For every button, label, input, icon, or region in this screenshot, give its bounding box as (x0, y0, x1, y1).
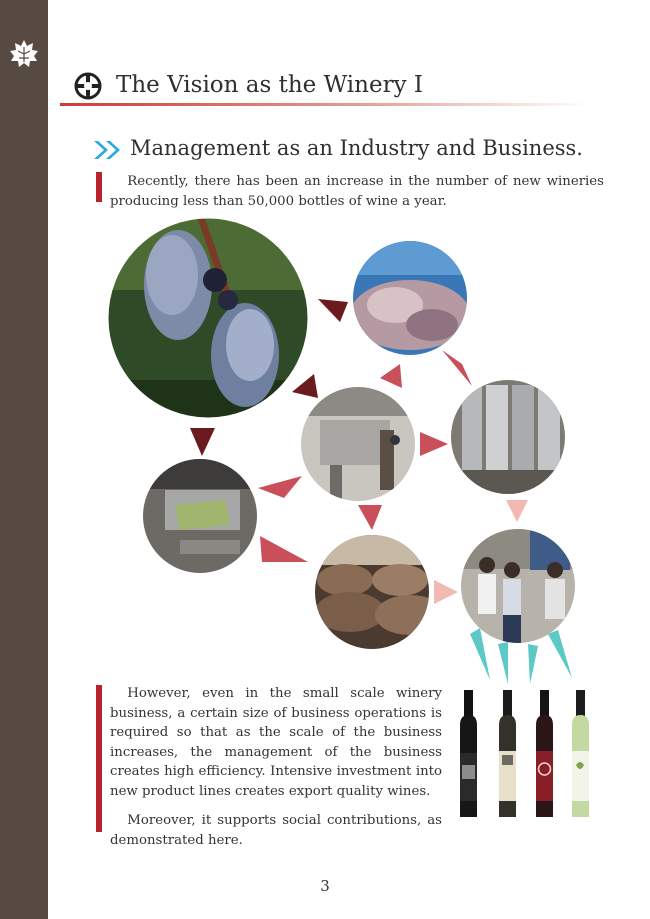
red-emblem-wine-bottle (536, 690, 553, 817)
teal-arrow-3 (528, 644, 538, 684)
page-number: 3 (320, 877, 330, 895)
intro-text: Recently, there has been an increase in the number of new wineries producing less than 50,000 bottles of wine a year. (110, 174, 604, 209)
arrow-press-to-barrels (260, 536, 308, 562)
arrow-grapes-to-harvest (318, 299, 348, 322)
arrow-grapes-to-press (190, 428, 215, 456)
section-title-text: The Vision as the Winery I (116, 72, 423, 98)
body-text-block (110, 684, 442, 850)
arrow-tanks-to-tour (506, 500, 528, 522)
body-paragraph-2: Moreover, it supports social contributions, as demonstrated here. (110, 813, 442, 848)
arrow-crusher-to-barrels (358, 505, 382, 530)
teal-arrow-1 (470, 628, 490, 680)
body-accent-bar (96, 685, 102, 832)
steel-tanks-photo (450, 380, 570, 500)
press-machine-photo (143, 459, 263, 579)
arrow-crusher-to-tanks (420, 432, 448, 456)
harvested-grapes-photo (350, 240, 470, 360)
black-label-wine-bottle (460, 690, 477, 817)
white-wine-bottle (572, 690, 589, 817)
arrow-crusher-to-press (258, 476, 302, 498)
crushing-machine-photo (300, 386, 420, 506)
arrow-harvest-to-crusher (380, 364, 402, 388)
teal-arrow-2 (498, 642, 508, 684)
grape-cluster-photo (100, 210, 320, 440)
arrow-crusher-to-grapes (292, 374, 318, 398)
arrow-harvest-to-tanks (442, 350, 472, 386)
barrel-cellar-photo (315, 535, 445, 655)
body-paragraph-1: However, even in the small scale winery business, a certain size of business operations is required so that as the scale of the business increases, the management of the business creates high efficiency. Intensive investment into new product lines creates export quality wines. (110, 686, 442, 799)
subheading-text: Management as an Industry and Business. (130, 136, 583, 160)
arrow-barrels-to-tour (434, 580, 458, 604)
wine-bottles-image (452, 685, 600, 820)
teal-arrow-4 (548, 630, 572, 678)
cream-label-wine-bottle (499, 690, 516, 817)
